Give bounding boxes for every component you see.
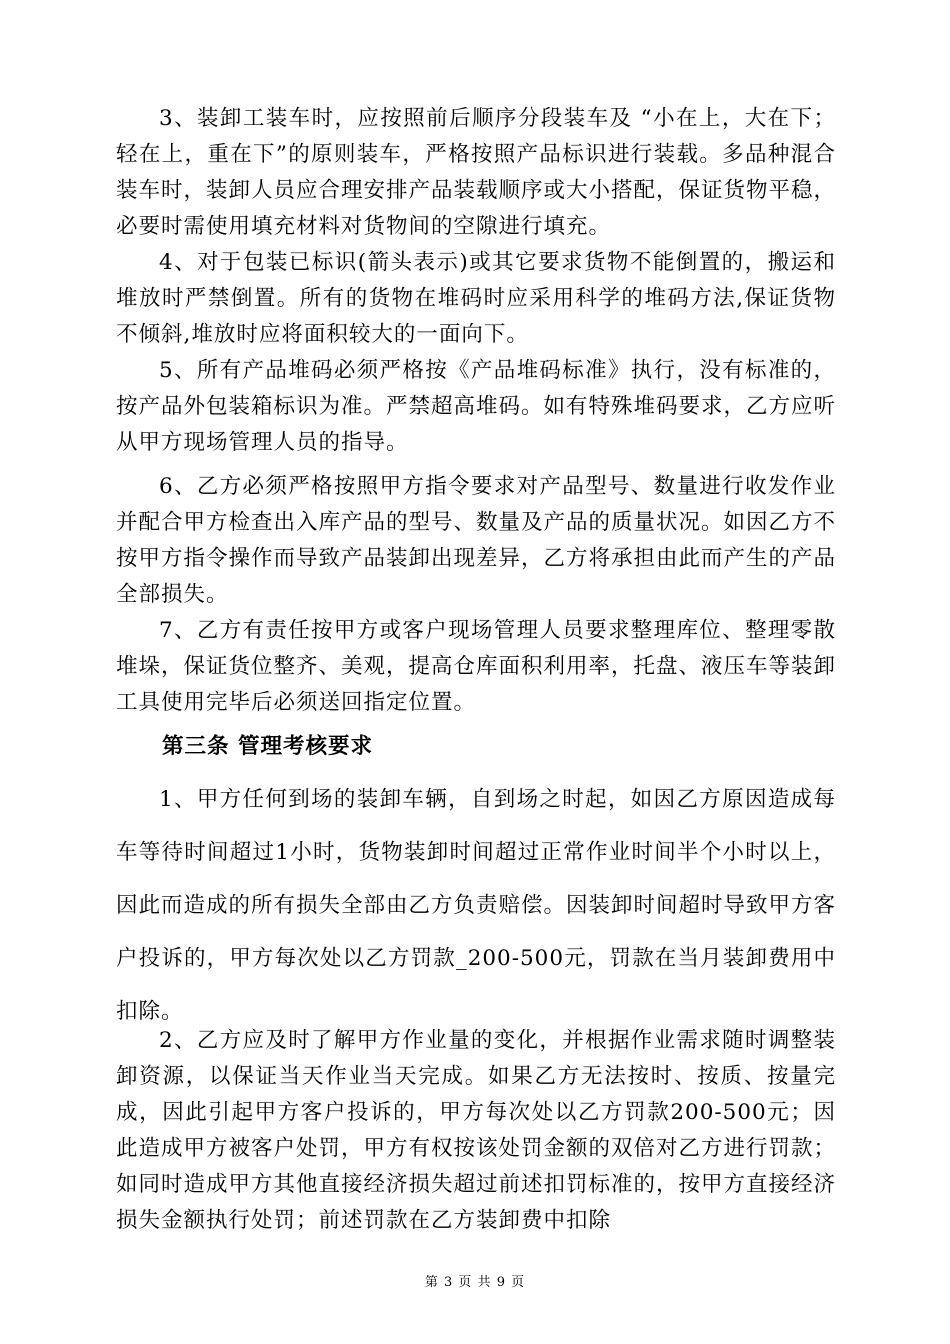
page-number-footer: 第 3 页 共 9 页: [424, 1275, 526, 1290]
assessment-paragraph-2: 2、乙方应及时了解甲方作业量的变化，并根据作业需求随时调整装卸资源，以保证当天作业当天完成。如果乙方无法按时、按质、按量完成，因此引起甲方客户投诉的，甲方每次处以乙方罚款200-500元；因此造成甲方被客户处罚，甲方有权按该处罚金额的双倍对乙方进行罚款；如同时造成甲方其他直接经济损失超过前述扣罚标准的，按甲方直接经济损失金额执行处罚；前述罚款在乙方装卸费中扣除: [116, 1028, 837, 1233]
clause-paragraph-7: 7、乙方有责任按甲方或客户现场管理人员要求整理库位、整理零散堆垛，保证货位整齐、美观，提高仓库面积利用率，托盘、液压车等装卸工具使用完毕后必须送回指定位置。: [116, 618, 837, 715]
section-heading: 第三条 管理考核要求: [162, 734, 373, 759]
clause-paragraph-4: 4、对于包装已标识(箭头表示)或其它要求货物不能倒置的，搬运和堆放时严禁倒置。所有的货物在堆码时应采用科学的堆码方法,保证货物不倾斜,堆放时应将面积较大的一面向下。: [116, 250, 836, 347]
clause-paragraph-6: 6、乙方必须严格按照甲方指令要求对产品型号、数量进行收发作业并配合甲方检查出入库产品的型号、数量及产品的质量状况。如因乙方不按甲方指令操作而导致产品装卸出现差异，乙方将承担由此而产生的产品全部损失。: [116, 474, 837, 607]
clause-paragraph-3: 3、装卸工装车时，应按照前后顺序分段装车及 “小在上，大在下；轻在上，重在下”的原则装车，严格按照产品标识进行装载。多品种混合装车时，装卸人员应合理安排产品装载顺序或大小搭配，保证货物平稳，必要时需使用填充材料对货物间的空隙进行填充。: [116, 106, 837, 239]
clause-paragraph-5: 5、所有产品堆码必须严格按《产品堆码标准》执行，没有标准的，按产品外包装箱标识为准。严禁超高堆码。如有特殊堆码要求，乙方应听从甲方现场管理人员的指导。: [116, 358, 837, 455]
assessment-paragraph-1: 1、甲方任何到场的装卸车辆，自到场之时起，如因乙方原因造成每车等待时间超过1小时，货物装卸时间超过正常作业时间半个小时以上，因此而造成的所有损失全部由乙方负责赔偿。因装卸时间超时导致甲方客户投诉的，甲方每次处以乙方罚款_200-500元，罚款在当月装卸费用中扣除。: [116, 787, 837, 1024]
